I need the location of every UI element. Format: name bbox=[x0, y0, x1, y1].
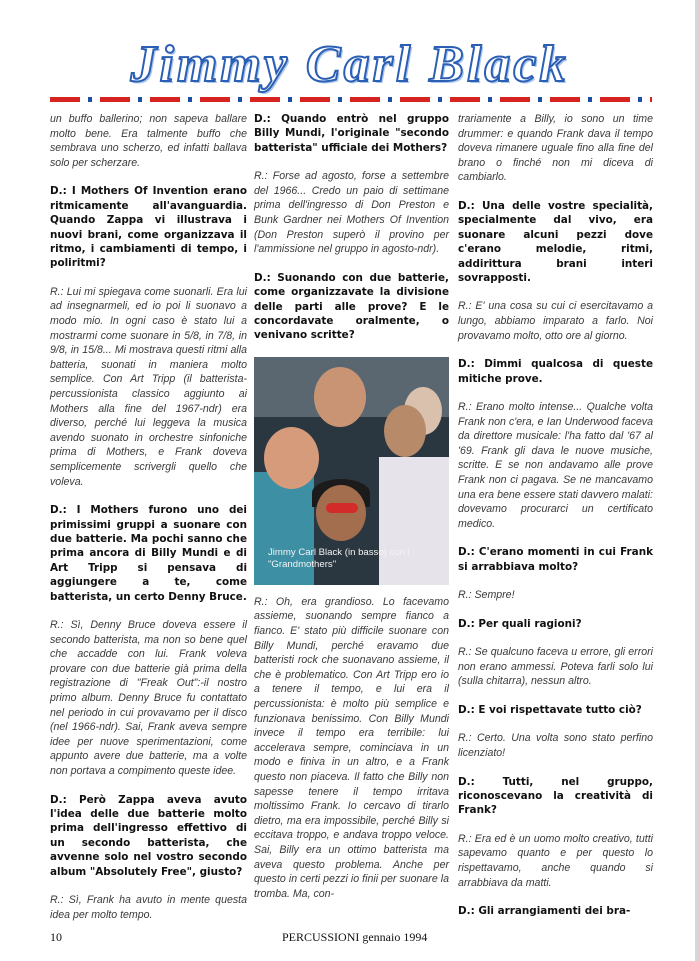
interview-answer: trariamente a Billy, io sono un time drummer: e quando Frank dava il tempo doveva rimanere uguale fino alla fine del brano o finché non mi diceva di cambiarlo. bbox=[458, 113, 653, 184]
interview-answer: R.: Erano molto intense... Qualche volta Frank non c'era, e Ian Underwood faceva da direttore musicale: l'ha fatto dal '67 al '69. Frank gli dava le nuove musiche, scritte. E se non andavamo alle prove Frank non ci pagava. Se ne mancavamo una era bene essere stati davvero malati: dovevamo procurarci un certificato medico. bbox=[458, 401, 653, 530]
interview-question: D.: C'erano momenti in cui Frank si arrabbiava molto? bbox=[458, 546, 653, 573]
interview-question: D.: Suonando con due batterie, come organizzavate la divisione delle parti alle prove? E le concordavate oralmente, o venivano scritte? bbox=[254, 271, 449, 342]
interview-question: D.: E voi rispettavate tutto ciò? bbox=[458, 703, 642, 716]
interview-answer: un buffo ballerino; non sapeva ballare molto bene. Era talmente buffo che sembrava uno scherzo, ed infatti ballava solo per scherzare. bbox=[50, 113, 247, 169]
photo-caption: Jimmy Carl Black (in basso) con i "Grandmothers" bbox=[268, 546, 410, 570]
interview-question: D.: Però Zappa aveva avuto l'idea delle due batterie molto prima dell'ingresso effettivo di un secondo batterista, che avvenne solo nel vostro secondo album "Absolutely Free", giusto? bbox=[50, 793, 247, 878]
interview-answer: R.: Forse ad agosto, forse a settembre del 1966... Credo un paio di settimane prima dell'ingresso di Don Preston e Bunk Gardner nei Mothers Of Invention (Don Preston superò il provino per l'ammissione nel gruppo in agosto-ndr). bbox=[254, 170, 449, 256]
column-1 bbox=[50, 112, 247, 936]
interview-question: D.: Una delle vostre specialità, specialmente dal vivo, era suonare alcuni pezzi dove c'erano melodie, ritmi, addirittura brani interi sovrapposti. bbox=[458, 199, 653, 284]
page-number: 10 bbox=[50, 930, 62, 944]
interview-question: D.: I Mothers furono uno dei primissimi gruppi a suonare con due batterie. Ma pochi sanno che prima ancora di Billy Mundi e di Art Tripp si pensava di aggiungere a te, come batterista, un certo Denny Bruce. bbox=[50, 504, 247, 603]
interview-answer: R.: Sempre! bbox=[458, 589, 515, 602]
column-2-bottom bbox=[254, 595, 449, 901]
interview-question: D.: Per quali ragioni? bbox=[458, 617, 582, 630]
interview-answer: R.: Sì, Frank ha avuto in mente questa idea per molto tempo. bbox=[50, 893, 247, 921]
interview-question: D.: Tutti, nel gruppo, riconoscevano la creatività di Frank? bbox=[458, 775, 653, 817]
interview-answer: R.: Certo. Una volta sono stato perfino licenziato! bbox=[458, 732, 653, 759]
interview-answer: R.: Se qualcuno faceva u errore, gli errori non erano ammessi. Poteva farli solo lui (sulla chitarra), nessun altro. bbox=[458, 646, 653, 688]
interview-question: D.: Gli arrangiamenti dei bra- bbox=[458, 905, 631, 918]
column-3 bbox=[458, 112, 653, 933]
interview-question: D.: Dimmi qualcosa di queste mitiche prove. bbox=[458, 358, 653, 385]
interview-answer: R.: E' una cosa su cui ci esercitavamo a lungo, abbiamo imparato a farlo. Noi provavamo molto, otto ore al giorno. bbox=[458, 300, 653, 342]
interview-answer: R.: Lui mi spiegava come suonarli. Era lui ad insegnarmeli, ed io poi li suonavo a modo mio. In ogni caso è stato lui a mostrarmi come suonare in 5/8, in 7/8, in 9/8, in 15/8... Mi mostrava questi ritmi alla batteria, suonati in maniera molto semplice. Con Art Tripp (il batterista-percussionista classico aggiunto ai Mothers alla fine del 1967-ndr) era diverso, perché lui leggeva la musica avendo suonato in orchestre sinfoniche prima di Mothers, e Frank doveva semplicemente scrivergli quello che voleva. bbox=[50, 285, 247, 488]
interview-answer: R.: Era ed è un uomo molto creativo, tutti sapevamo quanto e per questo lo rispettavamo, anche quando si arrabbiava da matti. bbox=[458, 832, 653, 889]
decorative-divider bbox=[50, 97, 652, 102]
column-2-top bbox=[254, 112, 449, 343]
interview-answer: R.: Sì, Denny Bruce doveva essere il secondo batterista, ma non so bene quel che accadde con lui. Frank voleva provare con due batterie già prima della registrazione di "Freak Out":-il nostro primo album. Denny Bruce fu contattato nel periodo in cui provavamo per il disco (nel 1966-ndr). Sai, Frank aveva sempre idee per nuove sperimentazioni, come appunto avere due batterie, ma a volte non portava a compimento queste idee. bbox=[50, 618, 247, 777]
interview-answer: R.: Oh, era grandioso. Lo facevamo assieme, suonando sempre fianco a fianco. E' stato più difficile suonare con Billy Mundi, perché eravamo due batteristi rock che suonavano assieme, il che è problematico. Con Art Tripp ero io a tenere il tempo, e lui era il percussionista: è molto più semplice e funzionava benissimo. Con Billy Mundi invece il tempo era terribile: lui accelerava sempre, cominciava in un modo e finiva in un altro, e a Frank questo non piaceva. Il fatto che Billy non sapesse tenere il tempo irritava moltissimo Frank. Io cercavo di tirarlo dietro, ma era impossibile, perché Billy si eccitava troppo, e andava troppo veloce. Sai, Billy era un ottimo batterista ma aveva questo problema. Anche per questo in certi pezzi io finii per suonare la tromba. Ma, con- bbox=[254, 595, 449, 900]
interview-question: D.: Quando entrò nel gruppo Billy Mundi, l'originale "secondo batterista" ufficiale dei Mothers? bbox=[254, 113, 449, 154]
magazine-footer: PERCUSSIONI gennaio 1994 bbox=[282, 930, 428, 944]
article-title: Jimmy Carl Black bbox=[130, 36, 569, 93]
column-2 bbox=[254, 112, 449, 915]
interview-question: D.: I Mothers Of Invention erano ritmicamente all'avanguardia. Quando Zappa vi illustrava i nuovi brani, come organizzava il ritmo, i cambiamenti di tempo, i poliritmi? bbox=[50, 185, 247, 270]
page-edge bbox=[695, 0, 699, 961]
band-photo bbox=[254, 357, 449, 585]
